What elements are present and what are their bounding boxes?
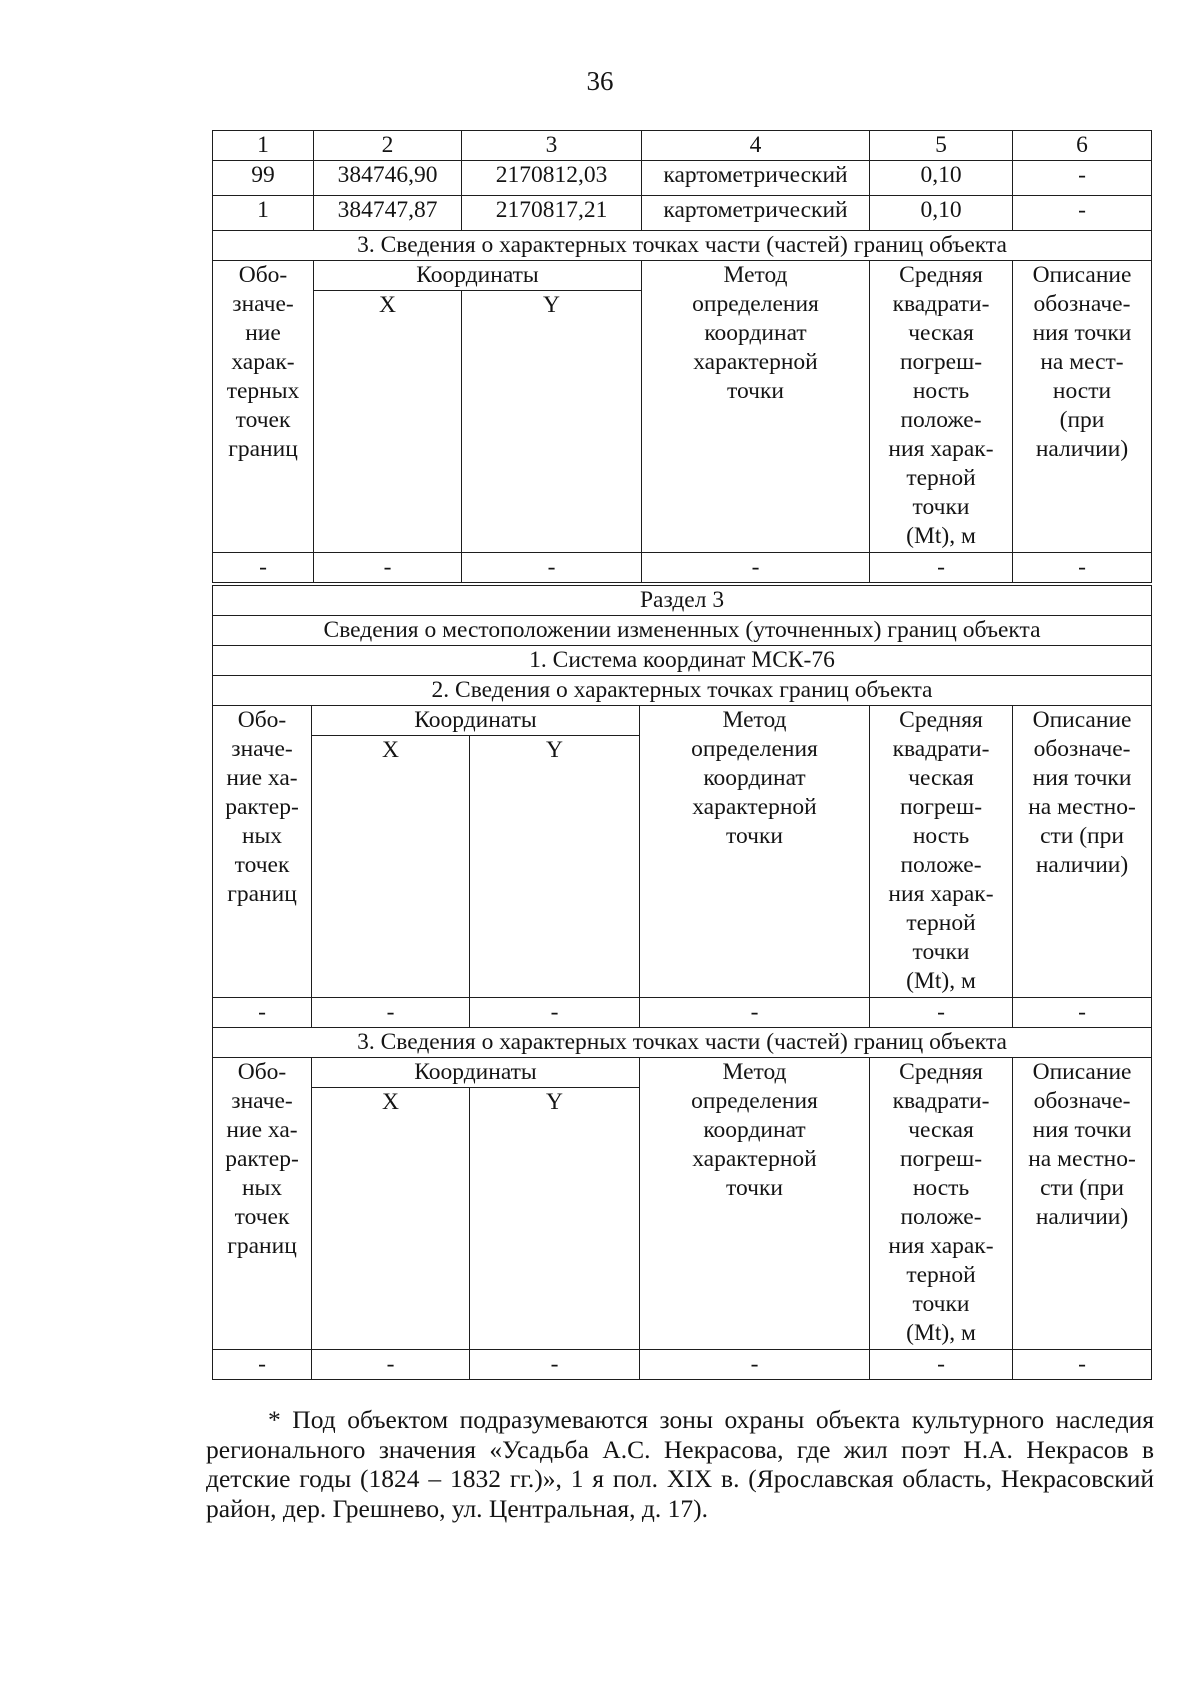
empty-cell: - <box>1013 998 1152 1028</box>
x-header: X <box>312 736 470 998</box>
empty-cell: - <box>870 998 1013 1028</box>
table-header-row <box>213 261 1152 291</box>
error-value: 0,10 <box>870 161 1013 196</box>
empty-cell: - <box>470 998 640 1028</box>
error-header: Средняя квадрати- ческая погреш- ность положе- ния харак- терной точки (Mt), м <box>870 261 1013 553</box>
x-header: X <box>314 291 462 553</box>
point-number: 99 <box>213 161 314 196</box>
table-header-row <box>213 131 1152 161</box>
error-header: Средняя квадрати- ческая погреш- ность положе- ния харак- терной точки (Mt), м <box>870 706 1013 998</box>
empty-cell: - <box>213 553 314 583</box>
coordinates-header: Координаты <box>312 706 640 736</box>
method-header: Метод определения координат характерной точки <box>642 261 870 553</box>
table-header-row <box>213 706 1152 736</box>
coord-y: 2170812,03 <box>462 161 642 196</box>
coord-x: 384747,87 <box>314 196 462 231</box>
table-header-row <box>213 1058 1152 1088</box>
section-heading: Раздел 3 <box>213 586 1152 616</box>
coord-x: 384746,90 <box>314 161 462 196</box>
description-header: Описание обозначе- ния точки на местно- сти (при наличии) <box>1013 1058 1152 1350</box>
header-cell: 6 <box>1013 131 1152 161</box>
description: - <box>1013 196 1152 231</box>
empty-cell: - <box>213 998 312 1028</box>
coordinates-header: Координаты <box>312 1058 640 1088</box>
page-number: 36 <box>586 66 614 96</box>
error-header: Средняя квадрати- ческая погреш- ность положе- ния харак- терной точки (Mt), м <box>870 1058 1013 1350</box>
y-header: Y <box>470 1088 640 1350</box>
header-cell: 2 <box>314 131 462 161</box>
empty-cell: - <box>640 998 870 1028</box>
section-title: 3. Сведения о характерных точках части (частей) границ объекта <box>213 231 1152 261</box>
description-header: Описание обозначе- ния точки на мест- ности (при наличии) <box>1013 261 1152 553</box>
empty-cell: - <box>462 553 642 583</box>
table-row <box>213 196 1152 231</box>
method: картометрический <box>642 161 870 196</box>
footnote: * Под объектом подразумеваются зоны охраны объекта культурного наследия регионального значения «Усадьба А.С. Некрасова, где жил поэт Н.А. Некрасов в детские годы (1824 – 1832 гг.)», 1 я пол. XIX в. (Ярославская область, Некрасовский район, дер. Грешнево, ул. Центральная, д. 17). <box>206 1405 1154 1523</box>
empty-cell: - <box>1013 1350 1152 1380</box>
header-cell: 5 <box>870 131 1013 161</box>
header-cell: 1 <box>213 131 314 161</box>
section-title: 2. Сведения о характерных точках границ объекта <box>213 676 1152 706</box>
y-header: Y <box>470 736 640 998</box>
method-header: Метод определения координат характерной точки <box>640 706 870 998</box>
empty-cell: - <box>640 1350 870 1380</box>
coordinates-header: Координаты <box>314 261 642 291</box>
empty-cell: - <box>1013 553 1152 583</box>
description-header: Описание обозначе- ния точки на местно- сти (при наличии) <box>1013 706 1152 998</box>
table-row <box>213 161 1152 196</box>
table-row <box>213 998 1152 1028</box>
method: картометрический <box>642 196 870 231</box>
header-cell: 4 <box>642 131 870 161</box>
error-value: 0,10 <box>870 196 1013 231</box>
description: - <box>1013 161 1152 196</box>
table-section2-continued <box>212 130 1151 583</box>
empty-cell: - <box>870 553 1013 583</box>
table-row <box>213 553 1152 583</box>
empty-cell: - <box>312 1350 470 1380</box>
empty-cell: - <box>314 553 462 583</box>
section-subheading: Сведения о местоположении измененных (уточненных) границ объекта <box>213 616 1152 646</box>
header-cell: 3 <box>462 131 642 161</box>
table-section3 <box>212 585 1151 1380</box>
empty-cell: - <box>870 1350 1013 1380</box>
empty-cell: - <box>312 998 470 1028</box>
designation-header: Обо- значе- ние харак- терных точек границ <box>213 261 314 553</box>
method-header: Метод определения координат характерной точки <box>640 1058 870 1350</box>
empty-cell: - <box>470 1350 640 1380</box>
designation-header: Обо- значе- ние ха- рактер- ных точек границ <box>213 1058 312 1350</box>
y-header: Y <box>462 291 642 553</box>
x-header: X <box>312 1088 470 1350</box>
empty-cell: - <box>213 1350 312 1380</box>
point-number: 1 <box>213 196 314 231</box>
section-title: 3. Сведения о характерных точках части (частей) границ объекта <box>213 1028 1152 1058</box>
designation-header: Обо- значе- ние ха- рактер- ных точек границ <box>213 706 312 998</box>
empty-cell: - <box>642 553 870 583</box>
coord-y: 2170817,21 <box>462 196 642 231</box>
coordinate-system: 1. Система координат МСК-76 <box>213 646 1152 676</box>
table-row <box>213 1350 1152 1380</box>
